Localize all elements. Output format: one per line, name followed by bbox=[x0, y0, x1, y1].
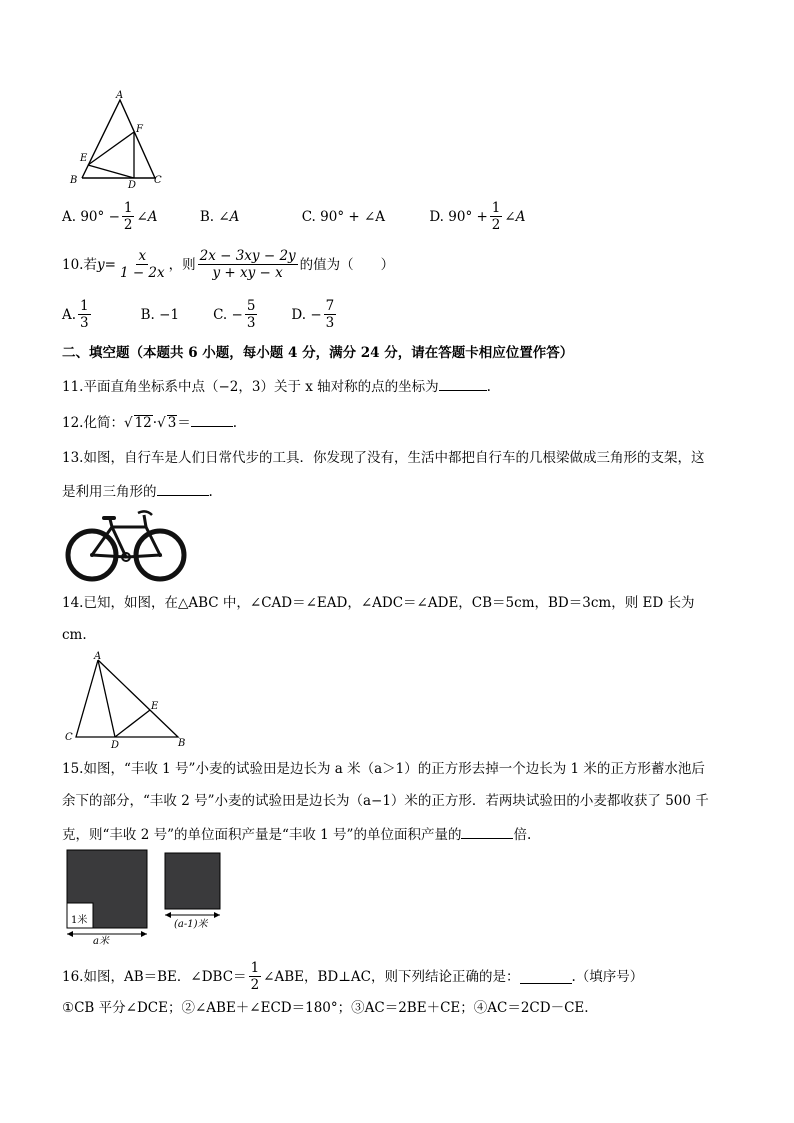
q10-options bbox=[62, 298, 338, 331]
question-16-line1: 16.如图，AB＝BE．∠DBC＝ $\frac{1}{2}$ ∠ABE，BD⊥AC，则下列结论正确的是： .（填序号） bbox=[62, 960, 644, 993]
q9-option-c[interactable]: C. 90° + ∠A bbox=[301, 208, 386, 225]
answer-blank-q11[interactable] bbox=[439, 376, 487, 391]
vertex-label-b: B bbox=[70, 175, 78, 186]
vertex-label-b: B bbox=[178, 738, 186, 749]
q10-option-c[interactable]: C. − $\frac{5}{3}$ bbox=[213, 298, 256, 331]
q10-option-d[interactable]: D. − $\frac{7}{3}$ bbox=[291, 298, 335, 331]
side-label-a-minus-1: (a-1)米 bbox=[174, 919, 208, 930]
question-15-line2: 余下的部分，“丰收 2 号”小麦的试验田是边长为（a−1）米的正方形．若两块试验田的小麦都收获了 500 千 bbox=[62, 793, 709, 809]
answer-blank-q13[interactable] bbox=[157, 481, 209, 496]
vertex-label-c: C bbox=[65, 732, 73, 743]
question-14-line1: 14.已知，如图，在△ABC 中，∠CAD＝∠EAD，∠ADC＝∠ADE，CB＝5cm，BD＝3cm，则 ED 长为 bbox=[62, 595, 695, 611]
vertex-label-f: F bbox=[136, 124, 143, 135]
q9-option-b[interactable]: B. ∠A bbox=[199, 208, 240, 225]
question-11: 11.平面直角坐标系中点（−2，3）关于 x 轴对称的点的坐标为 . bbox=[62, 376, 491, 396]
vertex-label-a: A bbox=[116, 90, 124, 101]
q9-option-a[interactable]: A. 90° − $\frac{1}{2}$ ∠A bbox=[62, 200, 158, 233]
question-10: 10.若 y = $\frac{x}{1 - 2x}$ ，则 $\frac{2x - 3xy - 2y}{y + xy - x}$ 的值为（ ） bbox=[62, 248, 395, 281]
triangle-figure-q9 bbox=[60, 88, 170, 190]
q9-options bbox=[62, 200, 525, 233]
answer-blank-q16[interactable] bbox=[520, 969, 572, 984]
q9-option-d[interactable]: D. 90° + $\frac{1}{2}$ ∠A bbox=[429, 200, 526, 233]
q10-option-a[interactable]: A. $\frac{1}{3}$ bbox=[62, 298, 89, 331]
wheat-field-figure bbox=[62, 848, 232, 946]
vertex-label-e: E bbox=[80, 153, 88, 164]
question-16-line2: ①CB 平分∠DCE；②∠ABE＋∠ECD＝180°；③AC＝2BE＋CE；④AC＝2CD－CE. bbox=[62, 1000, 589, 1016]
question-13-line2: 是利用三角形的 . bbox=[62, 481, 213, 501]
triangle-figure-q14 bbox=[62, 648, 192, 750]
vertex-label-e: E bbox=[151, 701, 159, 712]
answer-blank-q12[interactable] bbox=[191, 412, 233, 427]
vertex-label-c: C bbox=[154, 175, 162, 186]
question-15-line1: 15.如图，“丰收 1 号”小麦的试验田是边长为 a 米（a＞1）的正方形去掉一个边长为 1 米的正方形蓄水池后 bbox=[62, 761, 705, 777]
question-13-line1: 13.如图，自行车是人们日常代步的工具．你发现了没有，生活中都把自行车的几根梁做成三角形的支架，这 bbox=[62, 450, 705, 466]
question-12: 12.化简：√ 12·√ 3＝ . bbox=[62, 412, 237, 432]
q10-option-b[interactable]: B. −1 bbox=[140, 306, 180, 323]
vertex-label-a: A bbox=[94, 651, 102, 662]
section-heading-fill-in: 二、填空题（本题共 6 小题，每小题 4 分，满分 24 分，请在答题卡相应位置作答） bbox=[62, 345, 574, 361]
side-label-a: a米 bbox=[93, 936, 109, 946]
pond-label: 1米 bbox=[71, 915, 88, 926]
question-14-line2: cm. bbox=[62, 627, 87, 643]
question-15-line3: 克，则“丰收 2 号”的单位面积产量是“丰收 1 号”的单位面积产量的 倍. bbox=[62, 824, 531, 844]
vertex-label-d: D bbox=[111, 740, 120, 750]
answer-blank-q15[interactable] bbox=[461, 824, 513, 839]
bicycle-image bbox=[62, 505, 190, 583]
vertex-label-d: D bbox=[128, 180, 137, 190]
